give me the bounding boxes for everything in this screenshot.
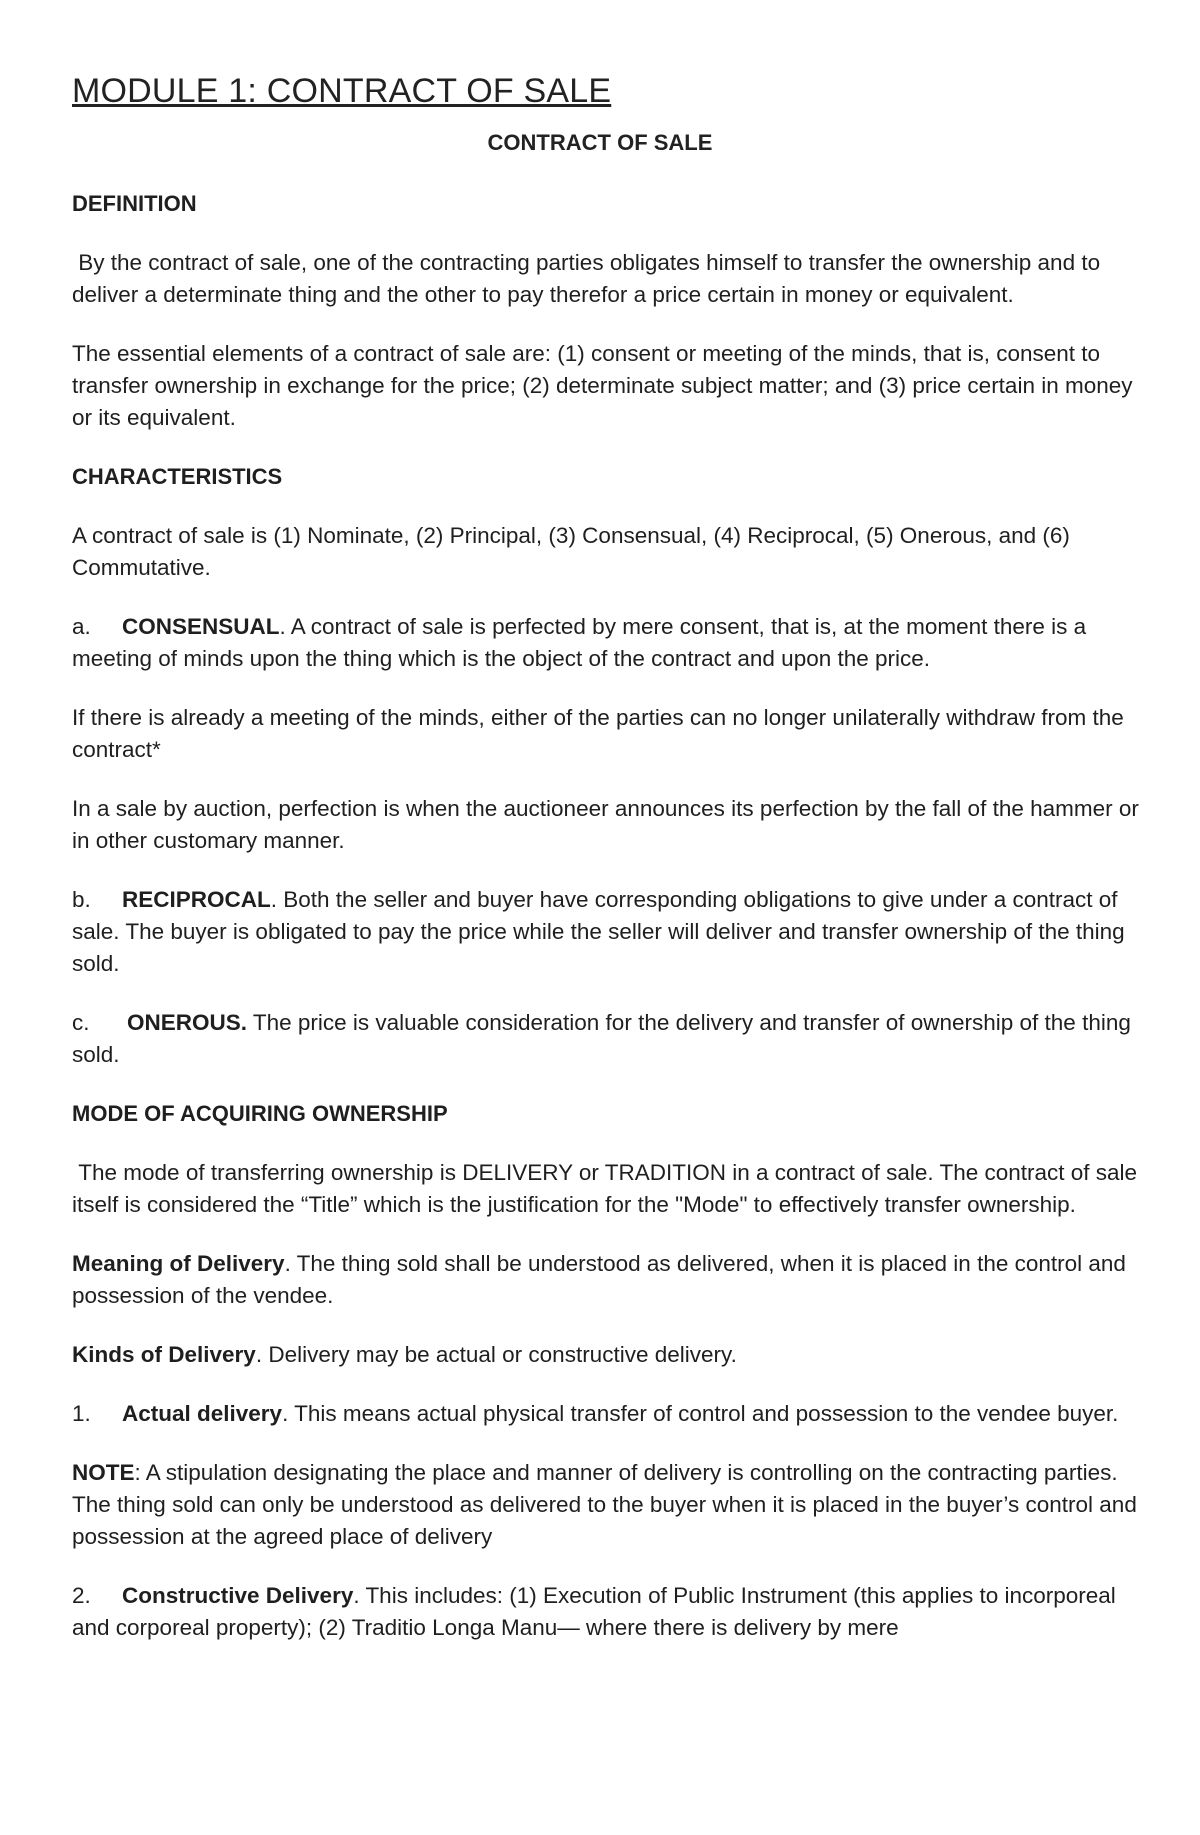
module-title: MODULE 1: CONTRACT OF SALE bbox=[72, 72, 612, 110]
consensual-paragraph-2: If there is already a meeting of the minds, either of the parties can no longer unilaterally withdraw from the contract* bbox=[72, 705, 1124, 762]
item-term: RECIPROCAL bbox=[122, 887, 271, 912]
term-text: . The thing sold shall be understood as delivered, when it is placed in the control and possession of the vendee. bbox=[72, 1251, 1126, 1308]
kinds-of-delivery bbox=[72, 1339, 1142, 1371]
document-body bbox=[72, 188, 1142, 1671]
item-marker: 2. bbox=[72, 1583, 91, 1608]
essential-elements-paragraph: The essential elements of a contract of sale are: (1) consent or meeting of the minds, that is, consent to transfer ownership in exchange for the price; (2) determinate subject matter; and (3) price certain in money or its equivalent. bbox=[72, 341, 1133, 430]
item-onerous bbox=[72, 1007, 1142, 1071]
item-marker: b. bbox=[72, 887, 91, 912]
item-marker: a. bbox=[72, 614, 91, 639]
item-text: . Both the seller and buyer have corresponding obligations to give under a contract of sale. The buyer is obligated to pay the price while the seller will deliver and transfer ownership of the thing sold. bbox=[72, 887, 1125, 976]
item-text: . This includes: (1) Execution of Public Instrument (this applies to incorporeal and corporeal property); (2) Traditio Longa Manu— where there is delivery by mere bbox=[72, 1583, 1116, 1640]
characteristics-heading: CHARACTERISTICS bbox=[72, 464, 283, 489]
definition-heading: DEFINITION bbox=[72, 191, 197, 216]
item-term: Constructive Delivery bbox=[122, 1583, 354, 1608]
note-label: NOTE bbox=[72, 1460, 135, 1485]
item-reciprocal bbox=[72, 884, 1142, 980]
item-term: Actual delivery bbox=[122, 1401, 283, 1426]
consensual-paragraph-3: In a sale by auction, perfection is when the auctioneer announces its perfection by the fall of the hammer or in other customary manner. bbox=[72, 796, 1139, 853]
term: Kinds of Delivery bbox=[72, 1342, 256, 1367]
document-heading: CONTRACT OF SALE bbox=[487, 130, 713, 155]
item-marker: 1. bbox=[72, 1401, 91, 1426]
definition-text: By the contract of sale, one of the contracting parties obligates himself to transfer the ownership and to deliver a determinate thing and the other to pay therefor a price certain in money or equivalent. bbox=[72, 250, 1101, 307]
mode-text: The mode of transferring ownership is DELIVERY or TRADITION in a contract of sale. The contract of sale itself is considered the “Title” which is the justification for the "Mode" to effectively transfer ownership. bbox=[72, 1160, 1138, 1217]
term-text: . Delivery may be actual or constructive delivery. bbox=[255, 1342, 737, 1367]
definition-paragraph bbox=[72, 247, 1142, 311]
item-term: CONSENSUAL bbox=[122, 614, 280, 639]
mode-heading: MODE OF ACQUIRING OWNERSHIP bbox=[72, 1101, 448, 1126]
mode-paragraph bbox=[72, 1157, 1142, 1221]
note-paragraph bbox=[72, 1457, 1142, 1553]
item-consensual bbox=[72, 611, 1142, 675]
item-constructive-delivery bbox=[72, 1580, 1142, 1644]
item-term: ONEROUS. bbox=[127, 1010, 248, 1035]
note-text: : A stipulation designating the place and manner of delivery is controlling on the contracting parties. The thing sold can only be understood as delivered to the buyer when it is placed in the buyer’s control and possession at the agreed place of delivery bbox=[72, 1460, 1137, 1549]
item-text: . A contract of sale is perfected by mere consent, that is, at the moment there is a meeting of minds upon the thing which is the object of the contract and upon the price. bbox=[72, 614, 1087, 671]
item-text: . This means actual physical transfer of control and possession to the vendee buyer. bbox=[282, 1401, 1119, 1426]
item-marker: c. bbox=[72, 1010, 90, 1035]
term: Meaning of Delivery bbox=[72, 1251, 285, 1276]
characteristics-intro: A contract of sale is (1) Nominate, (2) Principal, (3) Consensual, (4) Reciprocal, (5) Onerous, and (6) Commutative. bbox=[72, 523, 1070, 580]
meaning-of-delivery bbox=[72, 1248, 1142, 1312]
item-actual-delivery bbox=[72, 1398, 1142, 1430]
item-text: The price is valuable consideration for the delivery and transfer of ownership of the thing sold. bbox=[72, 1010, 1131, 1067]
